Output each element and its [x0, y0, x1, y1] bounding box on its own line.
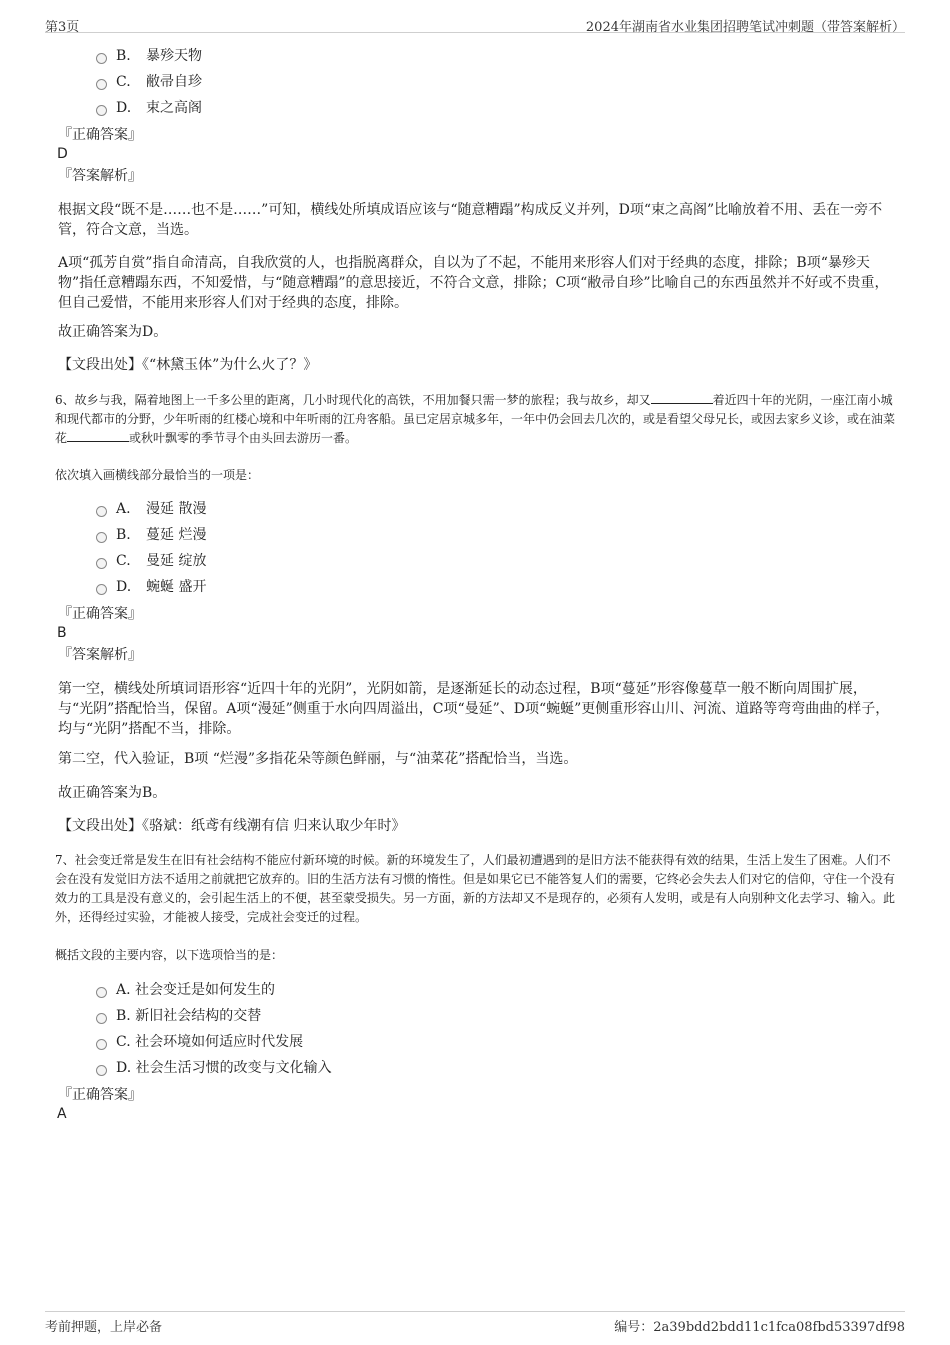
radio-icon[interactable]: [96, 53, 107, 64]
radio-icon[interactable]: [96, 532, 107, 543]
q5-option-b[interactable]: B. 暴殄天物: [96, 46, 202, 66]
page-header: [45, 14, 905, 33]
q5-option-d[interactable]: D. 束之高阁: [96, 98, 202, 118]
q7-prompt: 概括文段的主要内容，以下选项恰当的是：: [55, 948, 284, 962]
radio-icon[interactable]: [96, 987, 107, 998]
q6-question-text: 6、故乡与我，隔着地图上一千多公里的距离，几小时现代化的高铁，不用加餐只需一梦的旅程；我与故乡，却又 着近四十年的光阴，一座江南小城和现代都市的分野，少年听雨的红楼心境和中年听雨的江舟客船。虽已定居京城多年，一年中仍会回去几次的，或是看望父母兄长，或因去家乡义诊，或在油菜花 或秋叶飘零的季节寻个由头回去游历一番。: [55, 393, 896, 445]
q5-analysis-paragraph: 故正确答案为D。: [58, 324, 168, 340]
q7-option-c[interactable]: C. 社会环境如何适应时代发展: [96, 1032, 303, 1052]
q6-option-c[interactable]: C. 曼延 绽放: [96, 551, 206, 571]
q6-answer-label: 『正确答案』: [58, 606, 142, 622]
q7-question-text: 7、社会变迁常是发生在旧有社会结构不能应付新环境的时候。新的环境发生了，人们最初遭遇到的是旧方法不能获得有效的结果，生活上发生了困难。人们不会在没有发觉旧方法不适用之前就把它放弃的。旧的生活方法有习惯的惰性。但是如果它已不能答复人们的需要，它终必会失去人们对它的信仰，守住一个没有效力的工具是没有意义的，会引起生活上的不便，甚至蒙受损失。另一方面，新的方法却又不是现存的，必须有人发明，或是有人向别种文化去学习、输入。此外，还得经过实验，才能被人接受，完成社会变迁的过程。: [55, 853, 896, 924]
q5-analysis-paragraph: A项“孤芳自赏”指自命清高，自我欣赏的人，也指脱离群众，自以为了不起，不能用来形容人们对于经典的态度，排除；B项“暴殄天物”指任意糟蹋东西，不知爱惜，与“随意糟蹋”的意思接近，不符合文意，排除；C项“敝帚自珍”比喻自己的东西虽然并不好或不贵重，但自己爱惜，不能用来形容人们对于经典的态度，排除。: [58, 255, 889, 311]
q5-answer: D: [57, 146, 68, 162]
q6-source: 【文段出处】《骆斌：纸鸢有线潮有信 归来认取少年时》: [58, 818, 406, 834]
q5-source: 【文段出处】《“林黛玉体”为什么火了？》: [58, 357, 318, 373]
fill-blank: [67, 429, 129, 442]
radio-icon[interactable]: [96, 506, 107, 517]
page-footer: [45, 1311, 905, 1334]
footer-slogan: 考前押题，上岸必备: [45, 1320, 163, 1335]
q7-option-a[interactable]: A. 社会变迁是如何发生的: [96, 980, 275, 1000]
radio-icon[interactable]: [96, 584, 107, 595]
q7-option-b[interactable]: B. 新旧社会结构的交替: [96, 1006, 261, 1026]
q6-analysis-label: 『答案解析』: [58, 647, 142, 663]
q7-answer: A: [57, 1106, 67, 1122]
q6-analysis-paragraph: 第一空，横线处所填词语形容“近四十年的光阴”，光阴如箭，是逐渐延长的动态过程，B项“蔓延”形容像蔓草一般不断向周围扩展，与“光阴”搭配恰当，保留。A项“漫延”侧重于水向四周溢出，C项“曼延”、D项“蜿蜒”更侧重形容山川、河流、道路等弯弯曲曲的样子，均与“光阴”搭配不当，排除。: [58, 681, 890, 737]
q7-option-d[interactable]: D. 社会生活习惯的改变与文化输入: [96, 1058, 332, 1078]
document-code: 编号：2a39bdd2bdd11c1fca08fbd53397df98: [614, 1320, 905, 1335]
q5-analysis-label: 『答案解析』: [58, 168, 142, 184]
radio-icon[interactable]: [96, 1065, 107, 1076]
q6-prompt: 依次填入画横线部分最恰当的一项是：: [55, 468, 260, 482]
q7-answer-label: 『正确答案』: [58, 1087, 142, 1103]
radio-icon[interactable]: [96, 1013, 107, 1024]
radio-icon[interactable]: [96, 1039, 107, 1050]
fill-blank: [651, 391, 713, 404]
radio-icon[interactable]: [96, 79, 107, 90]
document-title: 2024年湖南省水业集团招聘笔试冲刺题（带答案解析）: [585, 20, 905, 35]
radio-icon[interactable]: [96, 105, 107, 116]
page-number: 第3页: [45, 20, 80, 35]
radio-icon[interactable]: [96, 558, 107, 569]
q6-option-d[interactable]: D. 蜿蜒 盛开: [96, 577, 206, 597]
q5-answer-label: 『正确答案』: [58, 127, 142, 143]
q6-option-a[interactable]: A. 漫延 散漫: [96, 499, 206, 519]
q5-option-c[interactable]: C. 敝帚自珍: [96, 72, 202, 92]
q6-option-b[interactable]: B. 蔓延 烂漫: [96, 525, 206, 545]
q5-analysis-paragraph: 根据文段“既不是……也不是……”可知，横线处所填成语应该与“随意糟蹋”构成反义并列，D项“束之高阁”比喻放着不用、丢在一旁不管，符合文意，当选。: [58, 202, 883, 238]
q6-analysis-paragraph: 第二空，代入验证，B项 “烂漫”多指花朵等颜色鲜丽，与“油菜花”搭配恰当，当选。: [58, 751, 578, 767]
q6-answer: B: [57, 625, 67, 641]
q6-analysis-paragraph: 故正确答案为B。: [58, 785, 167, 801]
